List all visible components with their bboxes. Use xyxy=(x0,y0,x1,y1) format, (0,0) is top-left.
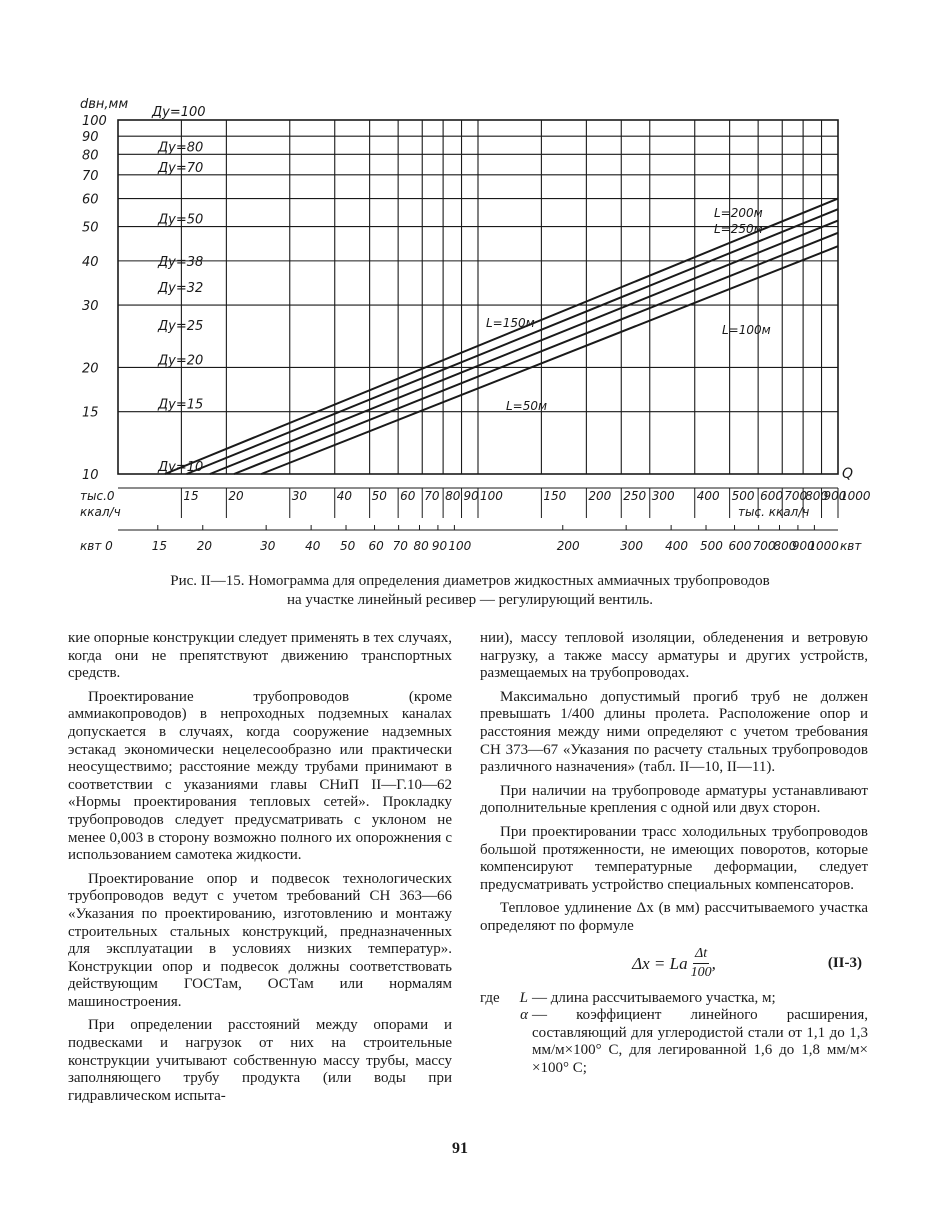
kw-tick-label: 15 xyxy=(151,539,168,553)
y-tick-label: 90 xyxy=(82,130,99,146)
right-text-column xyxy=(480,630,868,1077)
nominal-diameter-label: Ду=32 xyxy=(158,281,204,297)
nominal-diameter-label: Ду=100 xyxy=(152,105,206,120)
paragraph: кие опорные конструкции следует применять в тех случаях, когда они не препятствуют движению транспортных средств. xyxy=(68,630,452,682)
def-a-text: — коэффициент линейного расширения, составляющий для углеродистой стали от 1,1 до 1,3 мм/м×100° С, для легированной 1,6 до 1,8 мм/м× ×100° С; xyxy=(532,1007,868,1076)
formula-lhs: Δx = La xyxy=(632,953,688,973)
line-length-label: L=100м xyxy=(722,323,771,337)
y-tick-label: 50 xyxy=(82,220,99,236)
kw-tick-label: 100 xyxy=(448,539,472,553)
y-tick-label: 40 xyxy=(82,254,99,270)
nomogram-labels xyxy=(80,97,871,553)
kw-unit-label: квт 0 xyxy=(80,539,113,553)
page-number: 91 xyxy=(452,1140,468,1157)
paragraph: нии), массу тепловой изоляции, обледенения и ветровую нагрузку, а также массу арматуры и других устройств, размещаемых на трубопроводах. xyxy=(480,630,868,682)
caption-line-2: на участке линейный ресивер — регулирующий вентиль. xyxy=(286,592,653,608)
kw-tick-label: 600 xyxy=(728,539,752,553)
capacity-line xyxy=(210,221,838,474)
kw-tick-label: 60 xyxy=(368,539,384,553)
kcal-tick-label: 1000 xyxy=(840,489,871,503)
kcal-tick-label: 90 xyxy=(463,489,479,503)
kcal-tick-label: 60 xyxy=(400,489,416,503)
kcal-tick-label: 100 xyxy=(480,489,503,503)
left-text-column xyxy=(68,630,452,1111)
kcal-tick-label: 500 xyxy=(731,489,755,503)
capacity-line xyxy=(187,209,838,474)
line-length-label: L=200м xyxy=(714,206,763,220)
kcal-tick-label: 50 xyxy=(371,489,387,503)
kw-tick-label: 500 xyxy=(700,539,723,553)
paragraph: Максимально допустимый прогиб труб не должен превышать 1/400 длины пролета. Расположение опор и расстояния между ними определяют с учетом требования СН 373—67 «Указания по расчету стальных трубопроводов различного назначения» (табл. II—10, II—11). xyxy=(480,688,868,776)
kcal-tick-label: 900 xyxy=(823,489,847,503)
def-a-symbol: α xyxy=(520,1007,528,1024)
y-tick-label: 15 xyxy=(82,405,99,421)
kcal-tick-label: 30 xyxy=(291,489,308,503)
formula-numerator: Δt xyxy=(693,945,709,964)
kcal-tick-label: 40 xyxy=(336,489,353,503)
nominal-diameter-label: Ду=10 xyxy=(158,460,204,475)
formula-denominator: 100 xyxy=(690,965,712,980)
nomogram-figure xyxy=(0,0,936,570)
kcal-tick-label: 250 xyxy=(623,489,647,503)
kw-tick-label: 20 xyxy=(196,539,213,553)
kw-tick-label: 90 xyxy=(431,539,448,553)
kcal-tick-label: 300 xyxy=(651,489,675,503)
formula-definitions xyxy=(480,990,868,1078)
def-L-text: — длина рассчитываемого участка, м; xyxy=(532,989,776,1006)
y-tick-label: 30 xyxy=(82,299,99,315)
formula-fraction xyxy=(691,945,712,981)
y-tick-label: 80 xyxy=(82,148,99,164)
kw-tick-label: 800 xyxy=(773,539,797,553)
y-tick-label: 20 xyxy=(82,361,99,377)
kcal-tick-label: 150 xyxy=(543,489,567,503)
kcal-tick-label: 15 xyxy=(183,489,199,503)
kcal-tick-label: 800 xyxy=(805,489,829,503)
kcal-tick-label: 20 xyxy=(228,489,244,503)
y-axis-title: dвн,мм xyxy=(80,97,129,112)
nominal-diameter-label: Ду=38 xyxy=(158,254,204,270)
kcal-unit-label: ккал/ч xyxy=(80,505,121,519)
paragraph: Проектирование трубопроводов (кроме аммиакопроводов) в непроходных подземных каналах допускается в случаях, когда сооружение надземных эстакад экономически нецелесообразно или практически неосуществимо; расстояние между трубами принимают в соответствии с указаниями главы СНиП II—Г.10—62 «Нормы проектирования тепловых сетей». Прокладку трубопроводов следует предусматривать с уклоном не менее 0,003 в сторону возможно полного их опорожнения с использованием самотека жидкости. xyxy=(68,688,452,864)
def-L-symbol: L xyxy=(519,989,528,1006)
y-tick-label: 10 xyxy=(82,468,99,483)
line-length-label: L=150м xyxy=(486,316,535,330)
y-tick-label: 60 xyxy=(82,192,99,208)
kw-tick-label: 50 xyxy=(340,539,356,553)
kw-tick-label: 30 xyxy=(260,539,276,553)
y-tick-label: 100 xyxy=(82,114,107,129)
kw-tick-label: 400 xyxy=(665,539,689,553)
kw-tick-label: 300 xyxy=(620,539,644,553)
line-length-label: L=50м xyxy=(506,399,548,413)
q-axis-label: Q xyxy=(842,466,854,482)
kcal-tick-label: 70 xyxy=(424,489,440,503)
kcal-tick-label: 80 xyxy=(445,489,461,503)
kcal-tick-label: 400 xyxy=(696,489,720,503)
line-length-label: L=250м xyxy=(714,222,763,236)
kw-tick-label: 40 xyxy=(305,539,321,553)
kw-tick-label: 1000 xyxy=(808,539,839,553)
kw-tick-label: 700 xyxy=(752,539,776,553)
formula-II-3 xyxy=(480,942,868,986)
paragraph: При наличии на трубопроводе арматуры устанавливают дополнительные крепления с одной или двух сторон. xyxy=(480,782,868,817)
paragraph: При определении расстояний между опорами и подвесками и нагрузок от них на строительные конструкции учитывают собственную массу трубы, массу заполняющего трубу продукта (или воды при гидравлическом испыта- xyxy=(68,1017,452,1104)
kcal-tick-label: 700 xyxy=(784,489,808,503)
nominal-diameter-label: Ду=70 xyxy=(158,160,204,176)
kw-tick-label: 200 xyxy=(556,539,580,553)
kw-unit-label-right: квт xyxy=(840,539,862,553)
kw-tick-label: 80 xyxy=(413,539,429,553)
nominal-diameter-label: Ду=50 xyxy=(158,212,204,228)
nominal-diameter-label: Ду=25 xyxy=(158,319,204,335)
where-word: где xyxy=(480,989,500,1006)
kcal-tick-label: 200 xyxy=(588,489,612,503)
paragraph: Тепловое удлинение Δx (в мм) рассчитываемого участка определяют по формуле xyxy=(480,900,868,934)
nominal-diameter-label: Ду=80 xyxy=(158,140,204,156)
paragraph: При проектировании трасс холодильных трубопроводов большой протяженности, не имеющих поворотов, которые компенсируют температурные деформации, следует предусматривать устройство специальных компенсаторов. xyxy=(480,823,868,893)
formula-tail: , xyxy=(711,953,716,973)
nominal-diameter-label: Ду=15 xyxy=(158,397,204,413)
y-tick-label: 70 xyxy=(82,168,99,184)
caption-line-1: Рис. II—15. Номограмма для определения диаметров жидкостных аммиачных трубопроводов xyxy=(170,573,770,589)
nominal-diameter-label: Ду=20 xyxy=(158,353,204,369)
formula-number: (II-3) xyxy=(827,954,862,971)
kcal-unit-label: тыс.0 xyxy=(80,489,115,503)
figure-caption xyxy=(70,572,870,610)
kw-tick-label: 70 xyxy=(392,539,408,553)
capacity-line xyxy=(234,233,838,474)
capacity-line xyxy=(261,246,838,474)
kcal-unit-label-right: тыс. ккал/ч xyxy=(738,505,810,519)
paragraph: Проектирование опор и подвесок технологических трубопроводов ведут с учетом требований СН 363—66 «Указания по проектированию, изготовлению и монтажу строительных стальных конструкций, предназначенных для эксплуатации в условиях низких температур». Конструкции опор и подвесок должны соответствовать действующим ГОСТам, ОСТам или нормалям машиностроения. xyxy=(68,870,452,1010)
kcal-tick-label: 600 xyxy=(760,489,784,503)
kw-tick-label: 900 xyxy=(791,539,815,553)
